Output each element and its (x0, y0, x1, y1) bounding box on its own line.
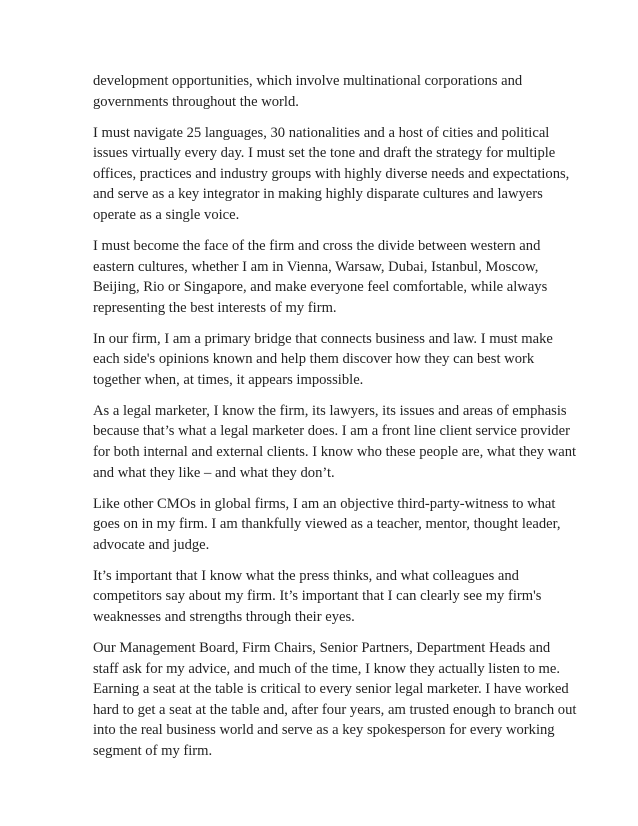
text-line: Our Management Board, Firm Chairs, Senior Partners, Department Heads and (93, 639, 551, 656)
text-line: and serve as a key integrator in making highly disparate cultures and lawyers (93, 186, 543, 203)
document-body (93, 71, 577, 772)
text-line: representing the best interests of my firm. (93, 299, 337, 316)
text-line: operate as a single voice. (93, 206, 240, 223)
text-line: It’s important that I know what the press thinks, and what colleagues and (93, 567, 519, 584)
text-line: goes on in my firm. I am thankfully viewed as a teacher, mentor, thought leader, (93, 516, 561, 533)
text-line: hard to get a seat at the table and, after four years, am trusted enough to branch out (93, 701, 577, 718)
paragraph (93, 329, 553, 391)
text-line: into the real business world and serve as a key spokesperson for every working (93, 722, 555, 739)
text-line: segment of my firm. (93, 742, 213, 759)
text-line: As a legal marketer, I know the firm, its lawyers, its issues and areas of emphasis (93, 402, 567, 419)
text-line: each side's opinions known and help them discover how they can best work (93, 351, 535, 368)
text-line: governments throughout the world. (93, 93, 299, 110)
text-line: In our firm, I am a primary bridge that connects business and law. I must make (93, 330, 553, 347)
text-line: staff ask for my advice, and much of the time, I know they actually listen to me. (93, 660, 561, 677)
text-line: issues virtually every day. I must set the tone and draft the strategy for multiple (93, 145, 556, 162)
text-line: advocate and judge. (93, 536, 210, 553)
text-line: Like other CMOs in global firms, I am an objective third-party-witness to what (93, 495, 556, 512)
text-line: offices, practices and industry groups with highly diverse needs and expectations, (93, 165, 570, 182)
text-line: eastern cultures, whether I am in Vienna, Warsaw, Dubai, Istanbul, Moscow, (93, 258, 539, 275)
paragraph (93, 566, 553, 628)
text-line: development opportunities, which involve multinational corporations and (93, 73, 523, 89)
text-line: and what they like – and what they don’t. (93, 464, 335, 481)
paragraph (93, 638, 577, 762)
text-line: I must navigate 25 languages, 30 nationalities and a host of cities and political (93, 124, 550, 141)
paragraph (93, 71, 553, 112)
text-line: I must become the face of the firm and cross the divide between western and (93, 237, 541, 254)
paragraph (93, 494, 561, 556)
text-line: Earning a seat at the table is critical to every senior legal marketer. I have worked (93, 681, 569, 698)
text-line: for both internal and external clients. I know who these people are, what they want (93, 444, 577, 461)
text-line: competitors say about my firm. It’s important that I can clearly see my firm's (93, 588, 542, 605)
text-line: together when, at times, it appears impossible. (93, 371, 364, 388)
paragraph (93, 401, 577, 483)
text-line: weaknesses and strengths through their eyes. (93, 609, 355, 625)
text-line: because that’s what a legal marketer does. I am a front line client service provider (93, 423, 570, 440)
text-line: Beijing, Rio or Singapore, and make everyone feel comfortable, while always (93, 279, 548, 296)
paragraph (93, 123, 570, 226)
paragraph (93, 236, 553, 318)
